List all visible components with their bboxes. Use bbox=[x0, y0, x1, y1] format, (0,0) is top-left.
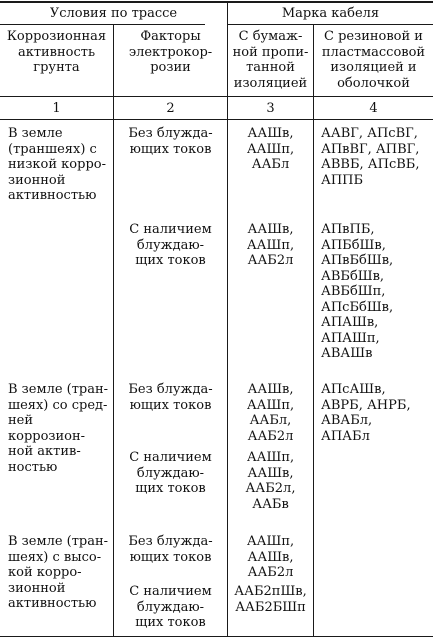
paper-cables: ААШп, ААШв, ААБ2л, ААБв bbox=[245, 450, 296, 512]
paper-cables: ААШв, ААШп, ААБл bbox=[246, 126, 295, 172]
paper-cables: ААБ2пШв, ААБ2БШп bbox=[234, 584, 307, 615]
column-divider-3 bbox=[313, 25, 314, 636]
factor-stray-currents: С наличием блуждаю- щих токов bbox=[129, 222, 212, 268]
header-rubber-plastic-insulation: С резиновой и пластмассовой изоляцией и оболочкой bbox=[321, 29, 426, 91]
factor-stray-currents: С наличием блуждаю- щих токов bbox=[129, 450, 212, 496]
factor-no-stray-currents: Без блужда- ющих токов bbox=[128, 126, 213, 157]
header-split-rule-right bbox=[227, 24, 433, 25]
factor-no-stray-currents: Без блужда- ющих токов bbox=[128, 534, 213, 565]
numbers-bottom-rule bbox=[0, 119, 433, 120]
header-electrocorrosion-factors: Факторы электрокор- розии bbox=[128, 29, 213, 75]
table-top-rule bbox=[0, 1, 433, 3]
column-number-4: 4 bbox=[369, 101, 378, 116]
table-bottom-rule bbox=[0, 636, 433, 637]
rubber-plastic-cables: ААВГ, АПсВГ, АПвВГ, АПВГ, АВВБ, АПсВБ, АППБ bbox=[321, 126, 420, 188]
factor-no-stray-currents: Без блужда- ющих токов bbox=[128, 382, 213, 413]
header-split-rule-left bbox=[0, 24, 205, 25]
header-route-conditions: Условия по трассе bbox=[49, 6, 178, 21]
column-number-3: 3 bbox=[266, 101, 275, 116]
paper-cables: ААШв, ААШп, ААБ2л bbox=[246, 222, 295, 268]
paper-cables: ААШп, ААШв, ААБ2л bbox=[246, 534, 295, 580]
paper-cables: ААШв, ААШп, ААБл, ААБ2л bbox=[246, 382, 295, 444]
rubber-plastic-cables: АПвПБ, АПБбШв, АПвБбШв, АВБбШв, АВБбШп, АПсБбШв, АПАШв, АПАШп, АВАШв bbox=[321, 222, 394, 361]
column-number-1: 1 bbox=[52, 101, 61, 116]
header-paper-insulation: С бумаж- ной пропи- танной изоляцией bbox=[232, 29, 309, 91]
condition-medium-corrosion: В земле (тран- шеях) со сред- ней коррозион- ной актив- ностью bbox=[8, 382, 109, 475]
factor-stray-currents: С наличием блуждаю- щих токов bbox=[129, 584, 212, 630]
header-corrosion-activity: Коррозионная активность грунта bbox=[6, 29, 107, 75]
column-number-2: 2 bbox=[166, 101, 175, 116]
condition-low-corrosion: В земле (траншеях) с низкой корро- зионной активностью bbox=[8, 126, 106, 203]
condition-high-corrosion: В земле (тран- шеях) с высо- кой корро- зионной активностью bbox=[8, 534, 109, 611]
header-cable-brand: Марка кабеля bbox=[281, 6, 380, 21]
header-bottom-rule bbox=[0, 96, 433, 97]
rubber-plastic-cables: АПсАШв, АВРБ, АНРБ, АВАБл, АПАБл bbox=[321, 382, 411, 444]
